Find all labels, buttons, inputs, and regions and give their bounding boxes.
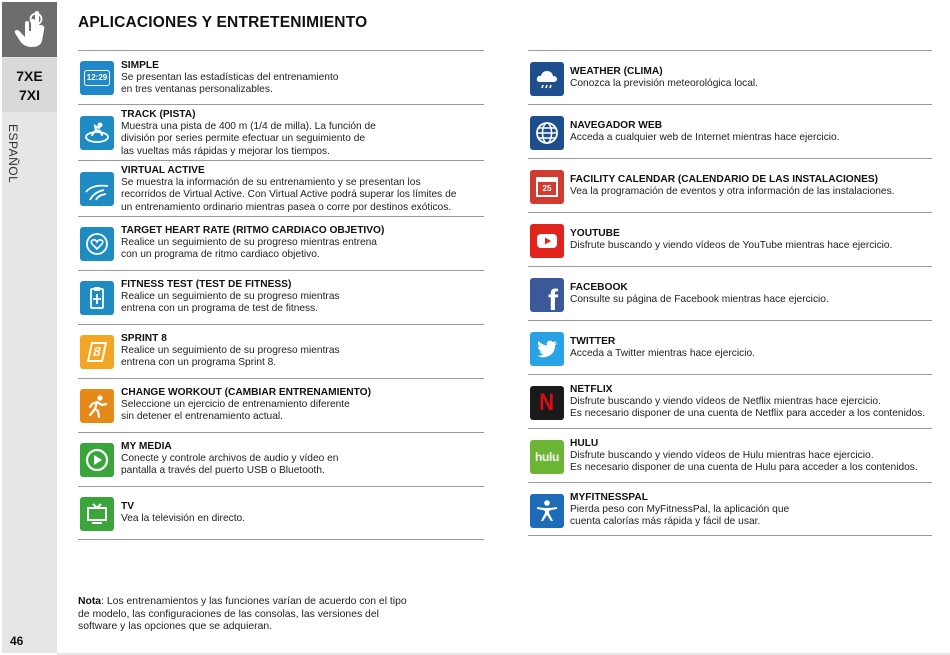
item-desc-line: Conozca la previsión meteorológica local.	[570, 78, 759, 90]
item-desc-line: Vea la televisión en directo.	[121, 513, 246, 525]
item-desc-line: recorridos de Virtual Active. Con Virtual Active podrá superar los límites de	[121, 189, 457, 201]
item-title: CHANGE WORKOUT (CAMBIAR ENTRENAMIENTO)	[121, 387, 371, 398]
item-title: TARGET HEART RATE (RITMO CARDIACO OBJETIVO)	[121, 225, 385, 236]
app-item-hulu	[528, 428, 932, 482]
item-title: WEATHER (CLIMA)	[570, 66, 663, 77]
item-desc-line: Disfrute buscando y viendo vídeos de Hulu mientras hace ejercicio.	[570, 450, 874, 462]
item-title: HULU	[570, 438, 599, 449]
app-item-tv	[78, 486, 484, 540]
item-title: MYFITNESSPAL	[570, 492, 648, 503]
track-runner-icon	[80, 116, 114, 150]
item-title: NAVEGADOR WEB	[570, 120, 663, 131]
item-desc-line: Acceda a cualquier web de Internet mientras hace ejercicio.	[570, 132, 840, 144]
item-desc-line: Vea la programación de eventos y otra información de las instalaciones.	[570, 186, 895, 198]
item-desc-line: entrena con un programa de test de fitness.	[121, 303, 319, 315]
hulu-wordmark: hulu	[534, 450, 560, 464]
calendar-icon	[530, 170, 564, 204]
app-item-virtual-active	[78, 160, 484, 216]
twitter-bird-icon	[530, 332, 564, 366]
item-desc-line: las vueltas más rápidas y mejorar los tiempos.	[121, 145, 330, 157]
item-title: TRACK (PISTA)	[121, 109, 196, 120]
item-title: FACILITY CALENDAR (CALENDARIO DE LAS INSTALACIONES)	[570, 174, 879, 185]
netflix-n: N	[539, 389, 555, 416]
app-item-my-media	[78, 432, 484, 486]
tv-icon	[80, 497, 114, 531]
myfitnesspal-icon	[530, 494, 564, 528]
item-desc-line: Muestra una pista de 400 m (1/4 de milla). La función de	[121, 121, 376, 133]
language-label: ESPAÑOL	[6, 124, 20, 184]
item-desc-line: un entrenamiento ordinario mientras pasea o corre por destinos exóticos.	[121, 201, 452, 213]
change-workout-runner-icon	[80, 389, 114, 423]
sprint8-icon	[80, 335, 114, 369]
item-title: FACEBOOK	[570, 282, 628, 293]
item-desc-line: Seleccione un ejercicio de entrenamiento diferente	[121, 399, 350, 411]
item-desc-line: sin detener el entrenamiento actual.	[121, 411, 283, 423]
item-desc-line: Se presentan las estadísticas del entrenamiento	[121, 72, 339, 84]
youtube-icon	[530, 224, 564, 258]
app-item-track	[78, 104, 484, 160]
left-column	[78, 50, 484, 540]
globe-icon	[530, 116, 564, 150]
app-item-twitter	[528, 320, 932, 374]
app-item-sprint8	[78, 324, 484, 378]
calendar-date: 25	[536, 177, 558, 197]
item-desc-line: Realice un seguimiento de su progreso mientras	[121, 345, 340, 357]
app-item-web-browser	[528, 104, 932, 158]
model-label: 7XI	[18, 87, 40, 103]
app-item-youtube	[528, 212, 932, 266]
item-desc-line: Acceda a Twitter mientras hace ejercicio.	[570, 348, 755, 360]
item-desc-line: con un programa de ritmo cardiaco objetivo.	[121, 249, 320, 261]
app-item-facebook	[528, 266, 932, 320]
page-number: 46	[10, 634, 24, 648]
app-item-simple	[78, 50, 484, 104]
item-title: FITNESS TEST (TEST DE FITNESS)	[121, 279, 292, 290]
item-desc-line: Se muestra la información de su entrenamiento y se presentan los	[121, 177, 421, 189]
app-item-fitness-test	[78, 270, 484, 324]
clock-1229-icon	[80, 61, 114, 95]
item-desc-line: Es necesario disponer de una cuenta de Hulu para acceder a los contenidos.	[570, 462, 918, 474]
item-desc-line: Conecte y controle archivos de audio y vídeo en	[121, 453, 339, 465]
item-title: SPRINT 8	[121, 333, 167, 344]
model-box	[2, 58, 57, 112]
item-desc-line: Disfrute buscando y viendo vídeos de YouTube mientras hace ejercicio.	[570, 240, 893, 252]
app-item-change-workout	[78, 378, 484, 432]
item-title: TWITTER	[570, 336, 616, 347]
item-desc-line: pantalla a través del puerto USB o Bluetooth.	[121, 465, 325, 477]
item-desc-line: división por series permite efectuar un seguimiento de	[121, 133, 366, 145]
virtual-road-icon	[80, 172, 114, 206]
app-item-weather	[528, 50, 932, 104]
item-desc-line: cuenta calorías más rápida y fácil de usar.	[570, 516, 761, 528]
heart-target-icon	[80, 227, 114, 261]
item-title: VIRTUAL ACTIVE	[121, 165, 205, 176]
item-title: YOUTUBE	[570, 228, 620, 239]
clock-text: 12:29	[84, 70, 110, 86]
item-desc-line: Pierda peso con MyFitnessPal, la aplicación que	[570, 504, 790, 516]
footnote	[78, 596, 408, 634]
item-title: SIMPLE	[121, 60, 159, 71]
item-title: TV	[121, 501, 135, 512]
weather-cloud-icon	[530, 62, 564, 96]
netflix-icon	[530, 386, 564, 420]
hulu-icon	[530, 440, 564, 474]
facebook-icon	[530, 278, 564, 312]
item-desc-line: Realice un seguimiento de su progreso mientras	[121, 291, 340, 303]
touch-hand-icon	[14, 11, 46, 49]
item-title: NETFLIX	[570, 384, 613, 395]
touch-hand-icon-box	[2, 2, 57, 57]
sidebar-tab	[2, 2, 57, 653]
model-label: 7XE	[16, 68, 43, 84]
item-desc-line: Disfrute buscando y viendo vídeos de Netflix mientras hace ejercicio.	[570, 396, 881, 408]
page-title: APLICACIONES Y ENTRETENIMIENTO	[78, 14, 368, 31]
footnote-text: : Los entrenamientos y las funciones varían de acuerdo con el tipo de modelo, las configuraciones de las consolas, las versiones del software y las opciones que se adquieran.	[78, 596, 407, 633]
item-desc-line: en tres ventanas personalizables.	[121, 84, 273, 96]
item-title: MY MEDIA	[121, 441, 172, 452]
item-desc-line: entrena con un programa Sprint 8.	[121, 357, 277, 369]
app-item-target-heart-rate	[78, 216, 484, 270]
play-circle-icon	[80, 443, 114, 477]
app-item-netflix	[528, 374, 932, 428]
facebook-f: f	[548, 284, 558, 312]
sprint8-number: 8	[87, 342, 107, 362]
item-desc-line: Realice un seguimiento de su progreso mientras entrena	[121, 237, 377, 249]
item-desc-line: Es necesario disponer de una cuenta de Netflix para acceder a los contenidos.	[570, 408, 926, 420]
item-desc-line: Consulte su página de Facebook mientras hace ejercicio.	[570, 294, 829, 306]
app-item-myfitnesspal	[528, 482, 932, 536]
fitness-test-icon	[80, 281, 114, 315]
app-item-facility-calendar	[528, 158, 932, 212]
footnote-label: Nota	[78, 596, 102, 607]
right-column	[528, 50, 932, 536]
